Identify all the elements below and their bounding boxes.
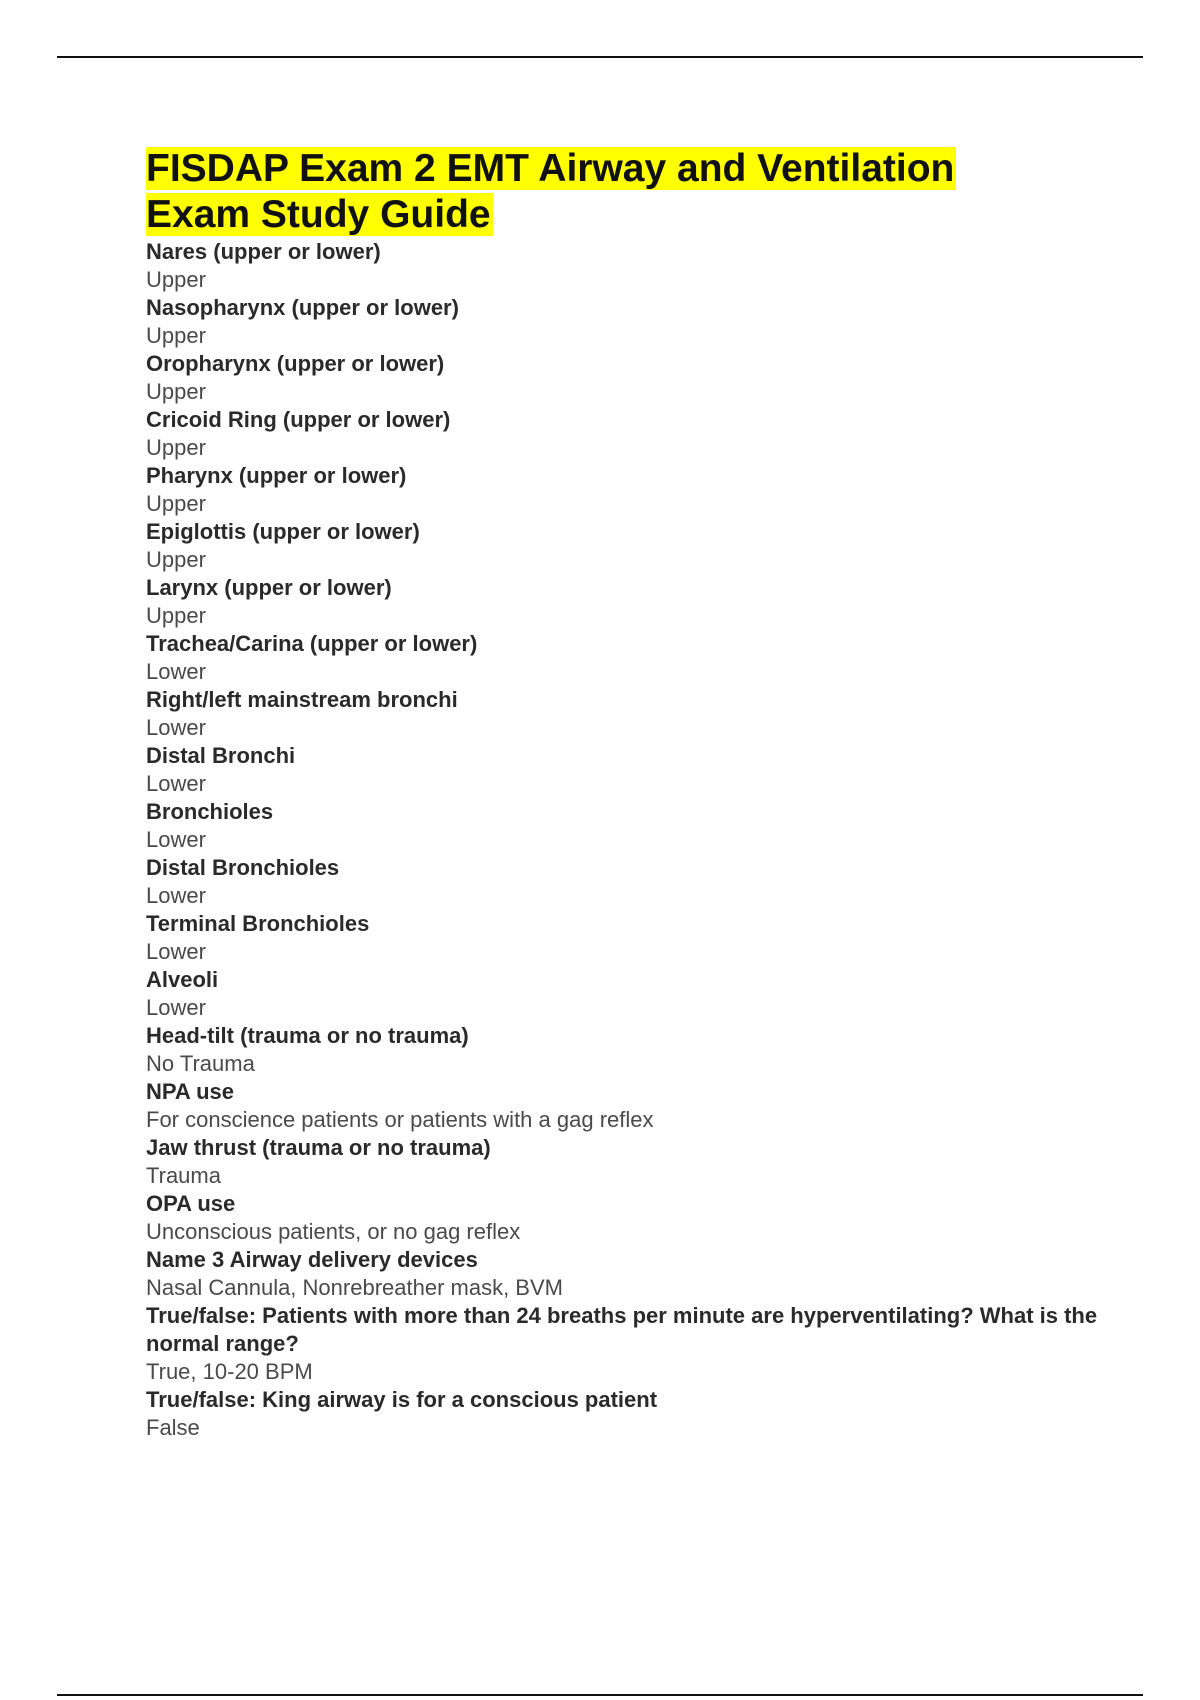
qa-item: [146, 630, 1146, 686]
qa-item: [146, 574, 1146, 630]
document-title: [146, 146, 1146, 238]
answer-text: Upper: [146, 323, 206, 348]
question-text: Pharynx (upper or lower): [146, 463, 407, 488]
question-text: NPA use: [146, 1079, 235, 1104]
question-text: Oropharynx (upper or lower): [146, 351, 445, 376]
answer-text: Nasal Cannula, Nonrebreather mask, BVM: [146, 1275, 563, 1300]
answer-text: Upper: [146, 547, 206, 572]
answer-text: Lower: [146, 883, 206, 908]
question-text: Larynx (upper or lower): [146, 575, 392, 600]
question-text: Right/left mainstream bronchi: [146, 687, 458, 712]
question-text: True/false: Patients with more than 24 breaths per minute are hyperventilating? What is the normal range?: [146, 1303, 1098, 1356]
qa-item: [146, 1134, 1146, 1190]
answer-text: Upper: [146, 267, 206, 292]
qa-item: [146, 406, 1146, 462]
qa-item: [146, 1302, 1146, 1386]
qa-item: [146, 1190, 1146, 1246]
answer-text: Lower: [146, 715, 206, 740]
answer-text: Trauma: [146, 1163, 221, 1188]
question-text: Jaw thrust (trauma or no trauma): [146, 1135, 491, 1160]
qa-item: [146, 742, 1146, 798]
question-text: Nasopharynx (upper or lower): [146, 295, 459, 320]
question-text: Head-tilt (trauma or no trauma): [146, 1023, 469, 1048]
question-text: Alveoli: [146, 967, 219, 992]
answer-text: Lower: [146, 995, 206, 1020]
qa-item: [146, 910, 1146, 966]
answer-text: Lower: [146, 827, 206, 852]
question-text: Distal Bronchioles: [146, 855, 340, 880]
qa-item: [146, 798, 1146, 854]
qa-item: [146, 294, 1146, 350]
qa-item: [146, 350, 1146, 406]
title-line-2: Exam Study Guide: [146, 193, 491, 236]
question-text: Bronchioles: [146, 799, 274, 824]
answer-text: Unconscious patients, or no gag reflex: [146, 1219, 521, 1244]
question-text: OPA use: [146, 1191, 236, 1216]
answer-text: For conscience patients or patients with a gag reflex: [146, 1107, 654, 1132]
answer-text: Lower: [146, 771, 206, 796]
header-rule: [57, 56, 1143, 58]
question-text: Trachea/Carina (upper or lower): [146, 631, 478, 656]
question-text: Nares (upper or lower): [146, 239, 381, 264]
answer-text: Upper: [146, 603, 206, 628]
qa-item: [146, 966, 1146, 1022]
question-text: Cricoid Ring (upper or lower): [146, 407, 451, 432]
qa-item: [146, 854, 1146, 910]
question-text: True/false: King airway is for a conscious patient: [146, 1387, 658, 1412]
qa-item: [146, 686, 1146, 742]
answer-text: Lower: [146, 939, 206, 964]
question-text: Terminal Bronchioles: [146, 911, 370, 936]
qa-item: [146, 518, 1146, 574]
qa-item: [146, 1022, 1146, 1078]
qa-item: [146, 1386, 1146, 1442]
answer-text: Upper: [146, 379, 206, 404]
answer-text: Upper: [146, 491, 206, 516]
question-text: Name 3 Airway delivery devices: [146, 1247, 478, 1272]
answer-text: No Trauma: [146, 1051, 255, 1076]
answer-text: Upper: [146, 435, 206, 460]
qa-item: [146, 462, 1146, 518]
question-text: Epiglottis (upper or lower): [146, 519, 420, 544]
qa-item: [146, 1078, 1146, 1134]
answer-text: True, 10-20 BPM: [146, 1359, 313, 1384]
qa-list: [146, 238, 1146, 1442]
title-line-1: FISDAP Exam 2 EMT Airway and Ventilation: [146, 147, 955, 190]
document-body: [146, 146, 1146, 1442]
qa-item: [146, 1246, 1146, 1302]
qa-item: [146, 238, 1146, 294]
question-text: Distal Bronchi: [146, 743, 296, 768]
answer-text: False: [146, 1415, 200, 1440]
answer-text: Lower: [146, 659, 206, 684]
footer-rule: [57, 1694, 1143, 1696]
